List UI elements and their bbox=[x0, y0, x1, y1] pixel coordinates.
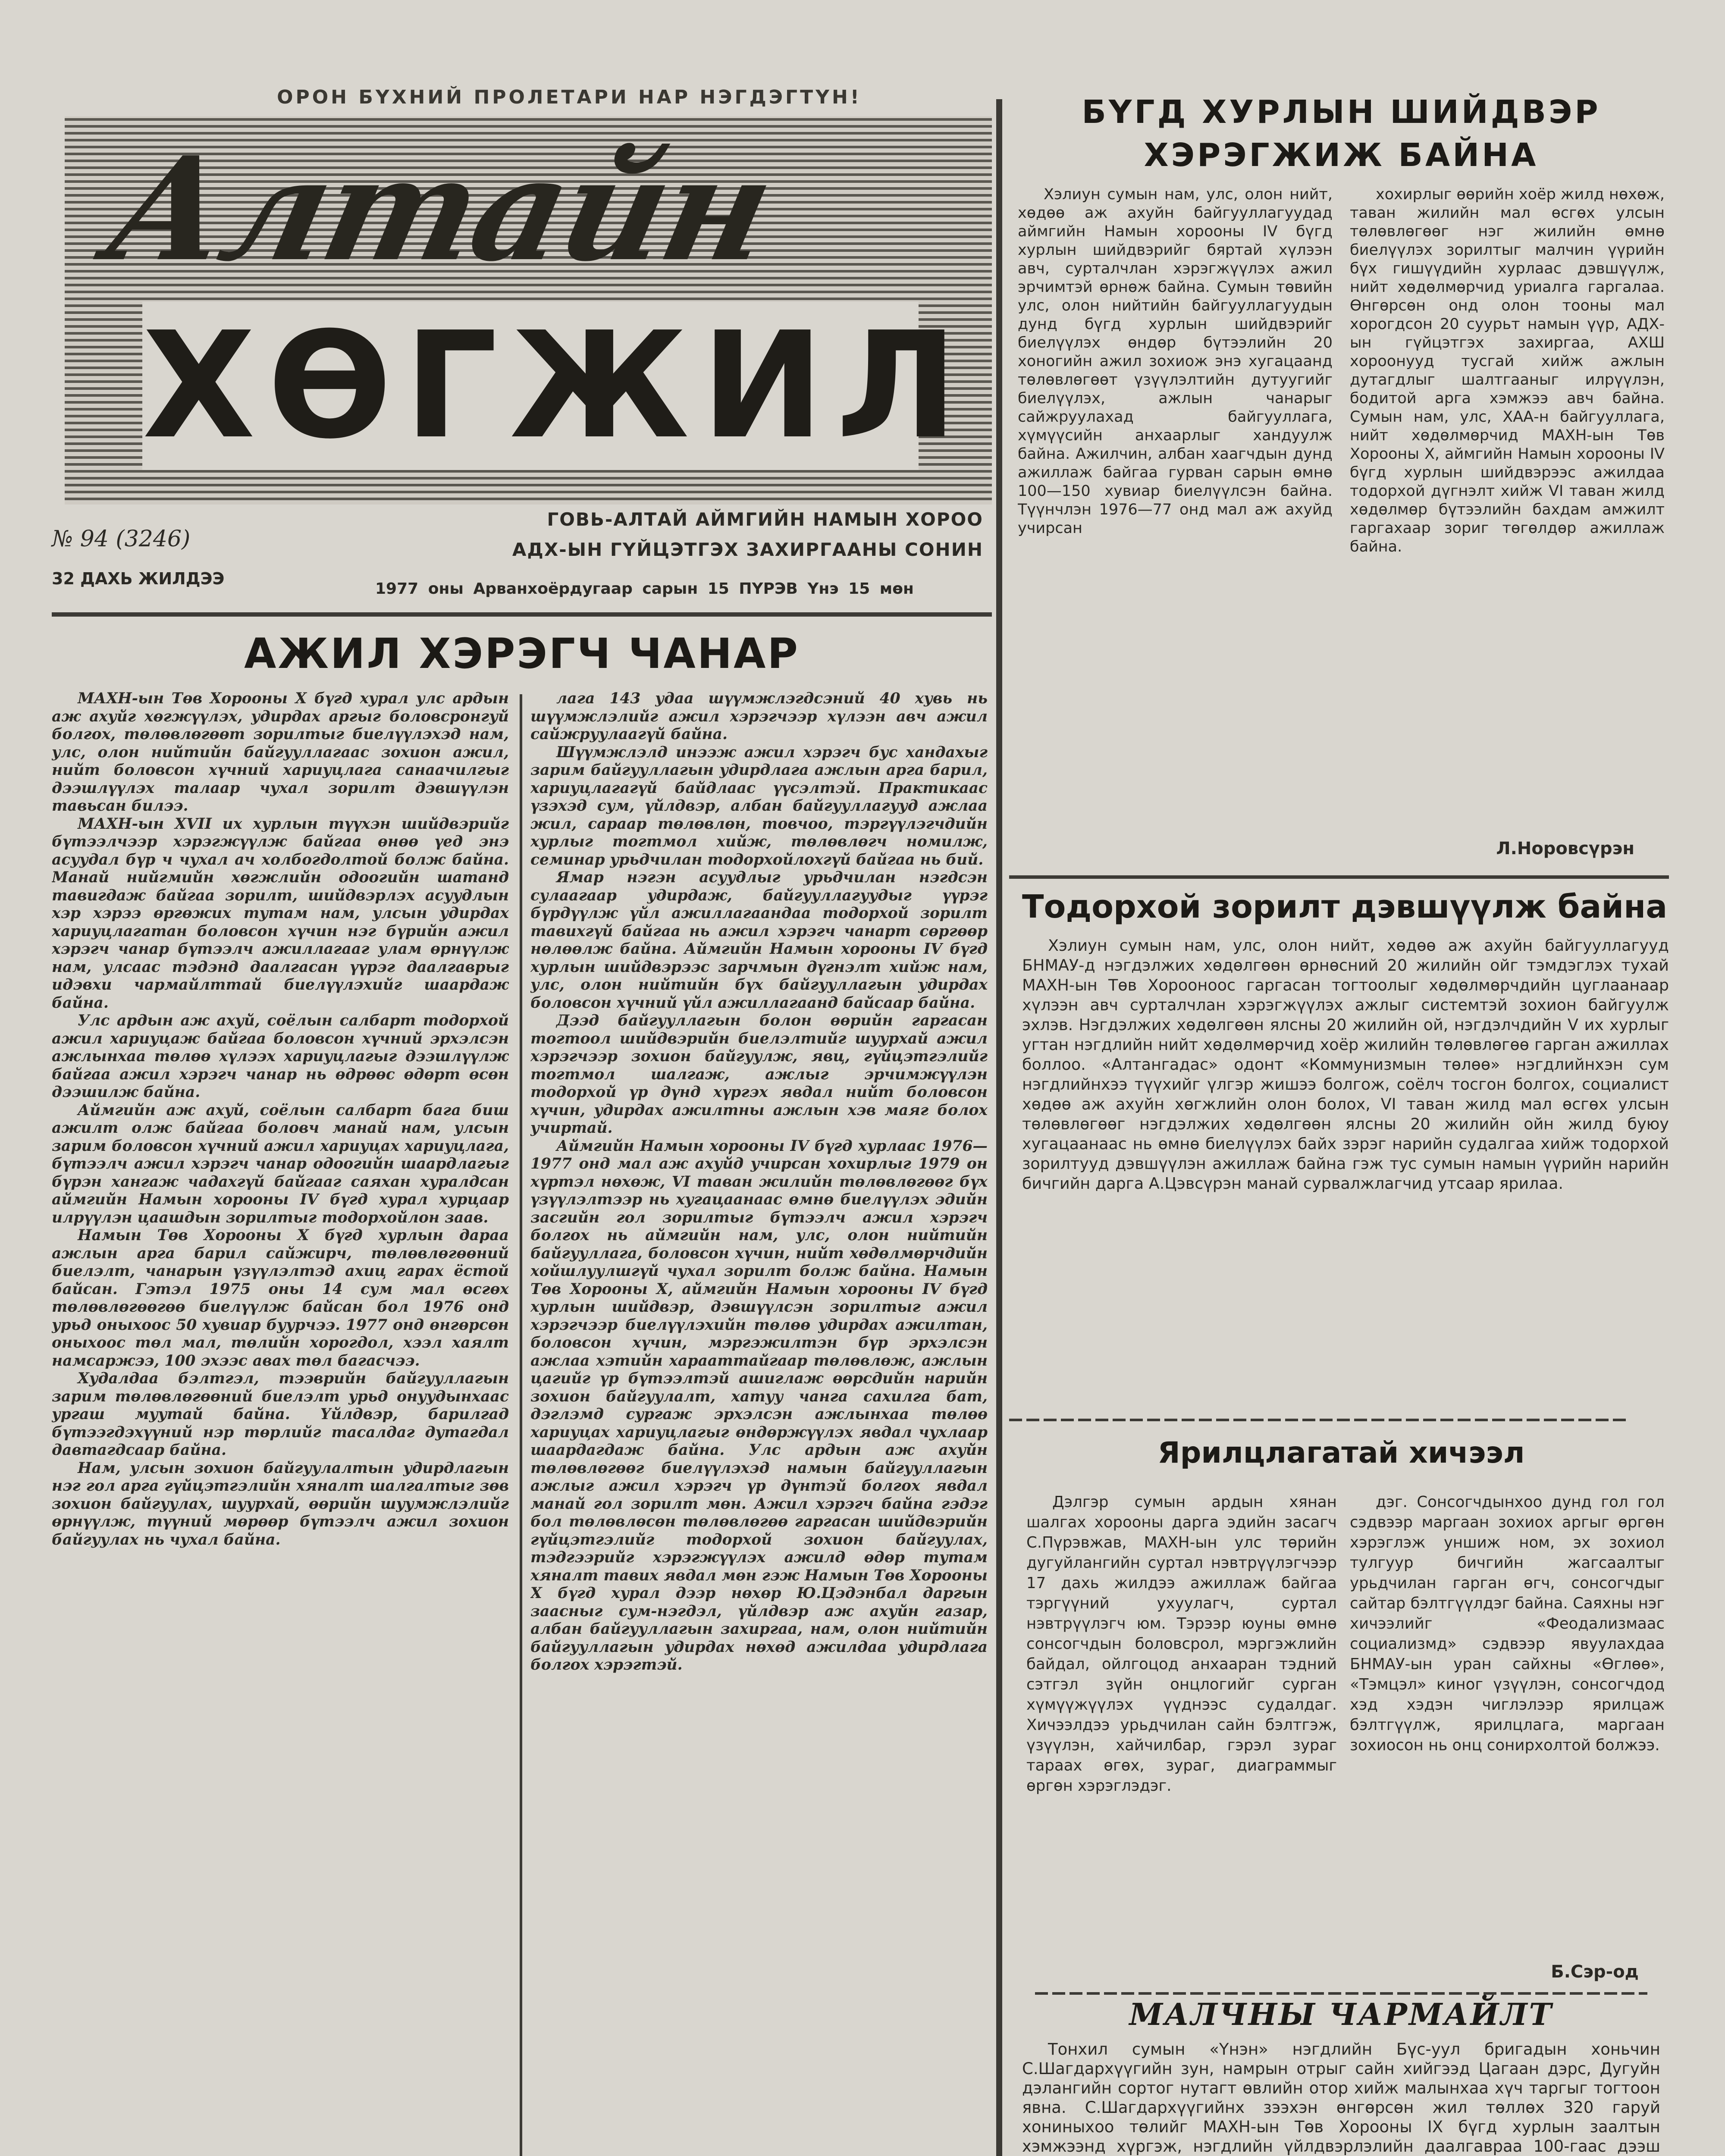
section-rule bbox=[1009, 875, 1669, 879]
plenum-col-2 bbox=[1350, 185, 1665, 832]
section-rule bbox=[1009, 1419, 1630, 1421]
paragraph: дэг. Сонсогчдынхоо дунд гол гол сэдвээр маргаан зохиох аргыг өргөн хэрэглэж уншиж ном, эх зохиол тулгуур бичгийн жагсаалтыг урьдчилан гарган өгч, сонсогчдыг сайтар бэлтгүүлдэг байна. Саяхны нэг хичээлийг «Феодализмаас социализмд» сэдвээр явуулахдаа БНМАУ-ын уран сайхны «Өглөө», «Тэмцэл» киног үзүүлэн, сонсогчдод хэд хэдэн чиглэлээр ярилцаж бэлтгүүлж, ярилцлага, маргаан зохиосон нь онц сонирхолтой болжээ. bbox=[1350, 1493, 1665, 1754]
paragraph: Дээд байгууллагын болон өөрийн гаргасан тогтоол шийдвэрийн биелэлтийг шуурхай ажил хэрэгчээр зохион байгуулж, явц, гүйцэтгэлийг тогтмол шалгаж, ажлыг эрчимжүүлэн тодорхой үр дүнд хүргэх явдал нийт боловсон хүчин, удирдах ажилтны ажлын хэв маяг болох учиртай. bbox=[530, 1012, 988, 1137]
main-headline: АЖИЛ ХЭРЭГЧ ЧАНАР bbox=[244, 630, 800, 678]
publisher-line-2: АДХ-ЫН ГҮЙЦЭТГЭХ ЗАХИРГААНЫ СОНИН bbox=[512, 539, 983, 560]
paragraph: МАХН-ын Төв Хорооны X бүгд хурал улс ардын аж ахуйг хөгжүүлэх, удирдах аргыг боловсронгуй болгох, төлөвлөгөөт зорилтыг биелүүлэхэд нам, улс, олон нийтийн байгууллагаас зохион ажил, нийт боловсон хүчний хариуцлага санаачилгыг дээшлүүлэх талаар чухал зорилт дэвшүүлэн тавьсан билээ. bbox=[52, 690, 509, 815]
plenum-byline: Л.Норовсүрэн bbox=[1496, 839, 1634, 859]
plenum-headline-line-2: ХЭРЭГЖИЖ БАЙНА bbox=[1144, 137, 1539, 174]
paragraph: МАХН-ын XVII их хурлын түүхэн шийдвэрийг бүтээлчээр хэрэгжүүлж байгаа өнөө үед энэ асуудал бүр ч чухал ач холбогдолтой болж байна. Манай нийгмийн хөгжлийн одоогийн шатанд тавигдаж байгаа зорилт, шийдвэрлэх асуудлын хэр хэрээ өргөжих тутам нам, улсын удирдах хариуцлагатан боловсон хүчин нэг бүрийн ажил хэрэгч чанар бүтээлч ажиллагааг улам өрнүүлж нам, улсаас тэдэнд даалгасан үүрэг даалгаврыг идэвхи чармайлттай биелүүлэхийг шаардаж байна. bbox=[52, 815, 509, 1012]
paragraph: Нам, улсын зохион байгуулалтын удирдлагын нэг гол арга гүйцэтгэлийн хяналт шалгалтыг зөв зохион байгуулах, шуурхай, өөрийн шуумжлэлийг өрнүүлж, түүний мөрөөр бүтээлч ажил зохион байгуулах нь чухал байна. bbox=[52, 1459, 509, 1548]
goal-headline: Тодорхой зорилт дэвшүүлж байна bbox=[1022, 888, 1668, 925]
lesson-col-1 bbox=[1026, 1492, 1337, 1979]
paragraph: Намын Төв Хорооны X бүгд хурлын дараа ажлын арга барил сайжирч, төлөвлөгөөний биелэлт, чанарын үзүүлэлтэд ахиц гарах ёстой байсан. Гэтэл 1975 оны 14 сум мал өсгөх төлөвлөгөөгөө биелүүлж байсан бол 1976 онд урьд оныхоос 50 хувиар буурчээ. 1977 онд өнгөрсөн оныхоос төл мал, төлийн хорогдол, хээл хаялт намсаржээ, 100 эхээс авах төл багасчээ. bbox=[52, 1227, 509, 1369]
goal-body bbox=[1022, 936, 1669, 1406]
main-article-col-2 bbox=[530, 690, 988, 2156]
paragraph: лага 143 удаа шүүмжлэгдсэний 40 хувь нь шүүмжлэлийг ажил хэрэгчээр хүлээн авч ажил сайжруулаагүй байна. bbox=[530, 690, 988, 743]
paragraph: Тонхил сумын «Үнэн» нэгдлийн Бүс-уул бригадын хоньчин С.Шагдархүүгийн зун, намрын отрыг сайн хийгээд Цагаан дэрс, Дугуйн дэлангийн сортог нутагт өвлийн отор хийж малынхаа хүч таргыг тогтоон явна. С.Шагдархүүгийнх зээхэн өнгөрсөн жил төллөх 320 гаруй хониныхоо төлийг МАХН-ын Төв Хорооны IX бүгд хурлын заалтын хэмжээнд хүргэж, нэгдлийн үйлдвэрлэлийн даалгавраа 100-гаас дээш bbox=[1022, 2040, 1660, 2156]
publisher bbox=[380, 505, 983, 565]
lesson-byline: Б.Сэр-од bbox=[1551, 1962, 1639, 1982]
paragraph: Шүүмжлэлд инээж ажил хэрэгч бус хандахыг зарим байгууллагын удирдлага ажлын арга барил, хариуцлагагүй байдлаас үүсэлтэй. Практикаас үзэхэд сум, үйлдвэр, албан байгууллагууд ажлаа жил, сараар төлөвлөн, товчоо, тэргүүлэгчдийн хурлыг тогтмол хийж, төлөвлөгч номилж, семинар урьдчилан тодорхойлохгүй байгаа нь бий. bbox=[530, 743, 988, 868]
paragraph: Аймгийн Намын хорооны IV бүгд хурлаас 1976—1977 онд мал аж ахуйд учирсан хохирлыг 1979 он хүртэл нөхөж, VI таван жилийн төлөвлөгөөг бүх үзүүлэлтээр нь хугацаанаас өмнө биелүүлэх эдийн засгийн гол зорилтыг бүтээлч ажил хэрэгч болгох нь аймгийн нам, улс, олон нийтийн байгууллага, боловсон хүчин, нийт хөдөлмөрчдийн хойшлуулшгүй чухал зорилт болж байна. Намын Төв Хорооны X, аймгийн Намын хорооны IV бүгд хурлын шийдвэр, дэвшүүлсэн зорилтыг ажил хэрэгчээр биелүүлэхийн төлөө удирдах ажилтан, боловсон хүчин, мэргэжилтэн бүр эрхэлсэн ажлаа хэтийн харааттайгаар төлөвлөж, ажлын цагийг үр бүтээлтэй ашиглаж өөрсдийн нарийн зохион байгуулалт, хатуу чанга сахилга бат, дэглэмд сургаж эрхэлсэн ажлынхаа төлөө хариуцах хариуцлагыг өндөржүүлэх явдал чухлаар шаардагдаж байна. Улс ардын аж ахуйн төлөвлөгөөг биелүүлэхэд намын байгууллагын ажлыг ажил хэрэгч үр дүнтэй болгох явдал манай гол зорилт мөн. Ажил хэрэгч байна гэдэг бол төлөвлөсөн төлөвлөгөө гаргасан шийдвэрийн гүйцэтгэлийг тодорхой зохион байгуулах, тэдгээрийг хэрэгжүүлэх ажилд өдөр тутам хяналт тавих явдал мөн гэж Намын Төв Хорооны X бүгд хурал дээр нөхөр Ю.Цэдэнбал даргын заасныг сум-нэгдэл, үйлдвэр аж ахуйн газар, албан байгууллагын захиргаа, нам, олон нийтийн байгууллагын удирдах нөхөд ажилдаа удирдлага болгох хэрэгтэй. bbox=[530, 1137, 988, 1673]
slogan: ОРОН БҮХНИЙ ПРОЛЕТАРИ НАР НЭГДЭГТҮН! bbox=[277, 86, 862, 108]
paragraph: Аймгийн аж ахуй, соёлын салбарт бага биш ажилт олж байгаа боловч манай нам, улсын зарим боловсон хүчний ажил хариуцах хариуцлага, бүтээлч ажил хэрэгч чанар одоогийн шаардлагыг бүрэн хангаж чадахгүй байгааг саяхан хуралдсан аймгийн Намын хорооны IV бүгд хурал хурцаар илрүүлэн цаашдын зорилтыг тодорхойлон заав. bbox=[52, 1101, 509, 1226]
paragraph: Хэлиун сумын нам, улс, олон нийт, хөдөө аж ахуйн байгууллагууд БНМАУ-д нэгдэлжих хөдөлгөөн өрнөсний 20 жилийн ойг тэмдэглэх тухай МАХН-ын Төв Хорооноос гаргасан тогтоолыг хөдөлмөрчдийн цуглаанаар хүлээн авч сурталчлан хэрэгжүүлэх ажлыг системтэй зохион байгуулж эхлэв. Нэгдэлжих хөдөлгөөн ялсны 20 жилийн ой, нэгдэлчдийн V их хурлыг угтан нэгдлийн нийт хөдөлмөрчид хоёр жилийн төлөвлөгөө гарган ажиллах боллоо. «Алтангадас» одонт «Коммунизмын төлөө» нэгдлийнхэн сум нэгдлийнхээ түүхийг үлгэр жишээ болгож, соёлч тосгон болгох, социалист хөдөө аж ахуйн хөгжлийн олон болох, VI таван жилд мал өсгөх улсын төлөвлөгөөг нэгдэлжих хөдөлгөөн ялсны 20 жилийн ойн жилд буюу хугацаанаас нь өмнө биелүүлэх байх зэрэг нарийн судалгаа хийж тодорхой зорилтууд дэвшүүлэн ажиллаж байна гэж тус сумын намын үүрийн нарийн бичгийн дарга А.Цэвсүрэн манай сурвалжлагчид утсаар ярилаа. bbox=[1022, 936, 1669, 1193]
plenum-headline-line-1: БҮГД ХУРЛЫН ШИЙДВЭР bbox=[1082, 94, 1601, 131]
herder-body bbox=[1022, 2040, 1660, 2156]
column-rule bbox=[520, 694, 522, 2156]
masthead-title-block: ХӨГЖИЛ bbox=[142, 301, 970, 471]
main-article-col-1 bbox=[52, 690, 509, 2156]
lesson-headline: Ярилцлагатай хичээл bbox=[1157, 1436, 1525, 1470]
plenum-headline bbox=[1009, 91, 1673, 177]
paragraph: Дэлгэр сумын ардын хянан шалгах хорооны дарга эдийн засагч С.Пүрэвжав, МАХН-ын улс төрийн дугуйлангийн суртал нэвтрүүлэгчээр 17 дахь жилдээ ажиллаж байгаа тэргүүний ухуулагч, суртал нэвтрүүлэгч юм. Тэрээр юуны өмнө сонсогчдын боловсрол, мэргэжлийн байдал, ойлгоцод анхааран тэдний сэтгэл зүйн онцлогийг сурган хүмүүжүүлэх үүднээс судалдаг. Хичээлдээ урьдчилан сайн бэлтгэж, үзүүлэн, хайчилбар, гэрэл зураг тараах өгөх, зураг, диаграммыг өргөн хэрэглэдэг. bbox=[1026, 1493, 1337, 1795]
masthead-rule bbox=[52, 612, 992, 617]
dateline: 1977 оны Арванхоёрдугаар сарын 15 ПҮРЭВ Үнэ 15 мөн bbox=[375, 580, 914, 598]
herder-headline: МАЛЧНЫ ЧАРМАЙЛТ bbox=[1129, 1996, 1553, 2032]
paragraph: Ямар нэгэн асуудлыг урьдчилан нэгдсэн сулаагаар удирдаж, байгууллагуудыг үүрэг бүрдүүлж үйл ажиллагаандаа тодорхой зорилт тавихгүй байгаа нь ажил хэрэгч чанарт сөргөөр нөлөөлж байна. Аймгийн Намын хорооны IV бүгд хурлын шийдвэрээс зарчмын дүгнэлт хийж нам, улс, олон нийтийн бүх байгууллагын удирдах боловсон хүчний үйл ажиллагаанд байсаар байна. bbox=[530, 869, 988, 1012]
issue-number: № 94 (3246) bbox=[52, 526, 191, 552]
plenum-col-1 bbox=[1018, 185, 1333, 858]
column-divider bbox=[996, 99, 1002, 2156]
paragraph: хохирлыг өөрийн хоёр жилд нөхөж, таван жилийн мал өсгөх улсын төлөвлөгөөг нэг жилийн өмнө биелүүлэх зорилтыг малчин үүрийн бүх гишүүдийн хурлаас дэвшүүлж, нийт хөдөлмөрчид уриалга гаргалаа. Өнгөрсөн онд олон тооны мал хорогдсон 20 суурьт намын үүр, АДХ-ын гүйцэтгэх захиргаа, АХШ хороонууд тусгай хийж ажлын дутагдлыг шалтгааныг илрүүлэн, бодитой арга хэмжээ авч байна. Сумын нам, улс, ХАА-н байгууллага, нийт хөдөлмөрчид МАХН-ын Төв Хорооны X, аймгийн Намын хорооны IV бүгд хурлын шийдвэрээс ажилдаа тодорхой дүгнэлт хийж VI таван жилд хөдөлмөр бүтээлийн бахдам амжилт гаргахаар зориг төгөлдөр ажиллаж байна. bbox=[1350, 186, 1665, 555]
publisher-line-1: ГОВЬ-АЛТАЙ АЙМГИЙН НАМЫН ХОРОО bbox=[547, 509, 983, 530]
volume: 32 ДАХЬ ЖИЛДЭЭ bbox=[52, 569, 225, 588]
masthead-title-script: Алтайн bbox=[94, 125, 785, 293]
paragraph: Улс ардын аж ахуй, соёлын салбарт тодорхой ажил хариуцаж байгаа боловсон хүчний эрхэлсэн ажлынхаа төлөө хүлээх хариуцлагыг дээшлүүлж байгаа ажил хэрэгч чанар нь өдрөөс өдөрт өсөн дээшилж байна. bbox=[52, 1012, 509, 1101]
section-rule bbox=[1035, 1992, 1647, 1995]
paragraph: Худалдаа бэлтгэл, тээврийн байгууллагын зарим төлөвлөгөөний биелэлт урьд онуудынхаас ургаш муутай байна. Үйлдвэр, барилгад бүтээгдэхүүний нэр төрлийг тасалдаг дутагдал давтагдсаар байна. bbox=[52, 1370, 509, 1459]
lesson-col-2 bbox=[1350, 1492, 1665, 1958]
paragraph: Хэлиун сумын нам, улс, олон нийт, хөдөө аж ахуйн байгууллагуудад аймгийн Намын хорооны IV бүгд хурлын шийдвэрийг бяртай хүлээн авч, сурталчлан хэрэгжүүлэх ажил эрчимтэй өрнөж байна. Сумын төвийн улс, олон нийтийн байгууллагуудын дунд бүгд хурлын шийдвэрийг биелүүлэх өндөр бүтээлийн 20 хоногийн ажил зохиож энэ хугацаанд төлөвлөгөөт үзүүлэлтийн дутуугийг биелүүлэх, ажлын чанарыг сайжруулахад байгууллага, хүмүүсийн анхаарлыг хандуулж байна. Ажилчин, албан хаагчдын дунд ажиллаж байгаа гурван сарын өмнө 100—150 хувиар биелүүлсэн байна. Түүнчлэн 1976—77 онд мал аж ахуйд учирсан bbox=[1018, 186, 1333, 537]
